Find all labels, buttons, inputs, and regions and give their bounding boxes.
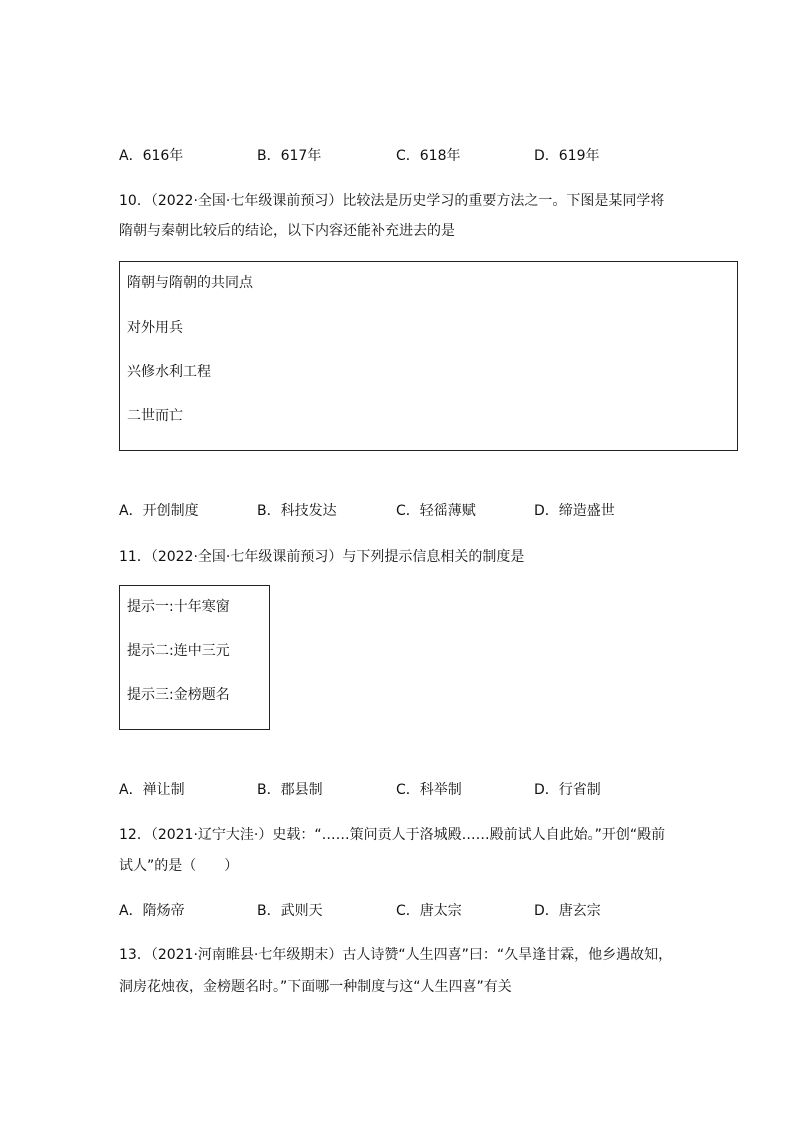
option-d: D．缔造盛世	[534, 503, 615, 519]
hint-item: 提示三:金榜题名	[127, 687, 230, 703]
hint-item: 提示一:十年寒窗	[127, 599, 230, 615]
option-b: B．617年	[257, 148, 322, 164]
option-b: B．武则天	[257, 903, 323, 919]
option-d: D．唐玄宗	[534, 903, 601, 919]
question-12-stem-line1: 12．（2021·辽宁大洼·）史载：“……策问贡人于洛城殿……殿前试人自此始。”开创“殿前	[119, 827, 666, 843]
prev-question-options	[119, 146, 739, 166]
question-10-stem-line2: 隋朝与秦朝比较后的结论，以下内容还能补充进去的是	[119, 223, 455, 239]
question-11-options	[119, 780, 739, 800]
hint-item: 提示二:连中三元	[127, 643, 230, 659]
option-d: D．619年	[534, 148, 600, 164]
question-12-stem-line2: 试人”的是（ ）	[119, 858, 239, 874]
option-b: B．科技发达	[257, 503, 337, 519]
comparison-box-item: 二世而亡	[127, 408, 183, 424]
option-d: D．行省制	[534, 782, 601, 798]
question-10-stem-line1: 10．（2022·全国·七年级课前预习）比较法是历史学习的重要方法之一。下图是某同学将	[119, 193, 665, 209]
option-a: A．隋炀帝	[119, 903, 185, 919]
comparison-box-item: 兴修水利工程	[127, 364, 211, 380]
question-11-hint-box	[119, 585, 270, 730]
option-c: C．唐太宗	[396, 903, 462, 919]
option-b: B．郡县制	[257, 782, 323, 798]
question-10-comparison-box	[119, 261, 738, 451]
comparison-box-heading: 隋朝与隋朝的共同点	[127, 275, 253, 291]
question-12-options	[119, 901, 739, 921]
question-13-stem-line2: 洞房花烛夜，金榜题名时。”下面哪一种制度与这“人生四喜”有关	[119, 979, 512, 995]
option-a: A．616年	[119, 148, 184, 164]
option-c: C．618年	[396, 148, 461, 164]
option-c: C．科举制	[396, 782, 462, 798]
question-10-options	[119, 501, 739, 521]
comparison-box-item: 对外用兵	[127, 320, 183, 336]
option-a: A．禅让制	[119, 782, 185, 798]
question-11-stem: 11．（2022·全国·七年级课前预习）与下列提示信息相关的制度是	[119, 549, 525, 565]
question-13-stem-line1: 13．（2021·河南睢县·七年级期末）古人诗赞“人生四喜”曰：“久旱逢甘霖，他乡遇故知，	[119, 947, 673, 963]
option-a: A．开创制度	[119, 503, 199, 519]
option-c: C．轻徭薄赋	[396, 503, 476, 519]
